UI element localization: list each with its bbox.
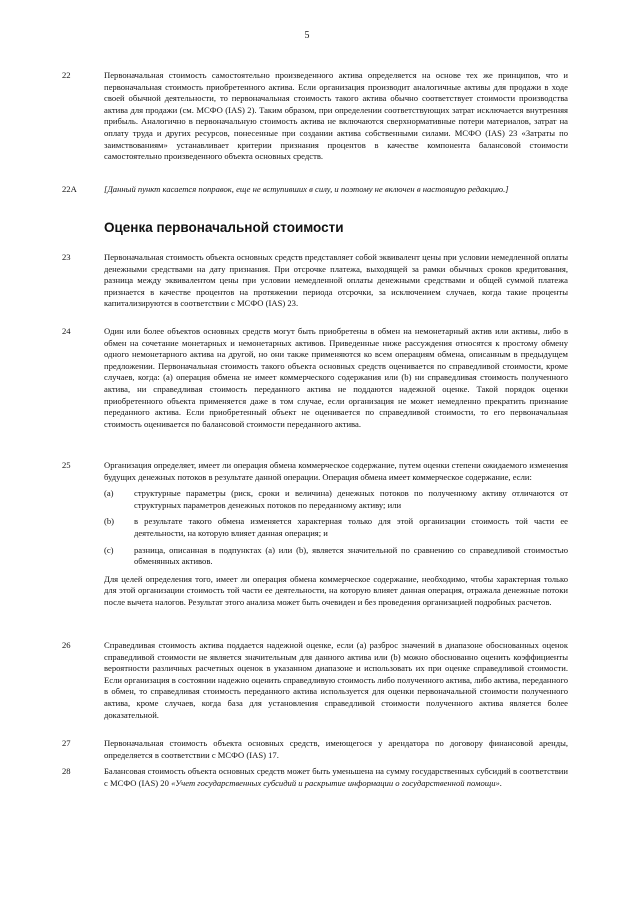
paragraph-text: Первоначальная стоимость объекта основных средств, имеющегося у арендатора по договору финансовой аренды, определяется в соответствии с МСФО (IAS) 17. — [104, 738, 568, 760]
paragraph-26 — [62, 640, 568, 721]
page-number: 5 — [304, 30, 310, 41]
paragraph-27 — [62, 738, 568, 761]
list-item-text: разница, описанная в подпунктах (a) или (b), является значительной по сравнению со справедливой стоимостью обменянных активов. — [134, 544, 568, 567]
paragraph-text: Первоначальная стоимость объекта основных средств представляет собой эквивалент цены при условии немедленной оплаты денежными средствами на дату признания. При отсрочке платежа, выходящей за рамки обычных сроков кредитования, разница между эквивалентом цены при условии немедленной оплаты денежными средствами и общей суммой платежа признается в качестве процентов на протяжении периода отсрочки, за исключением случаев, когда такие проценты капитализируются в соответствии с МСФО (IAS) 23. — [104, 252, 568, 309]
paragraph-text: Справедливая стоимость актива поддается надежной оценке, если (a) разброс значений в диапазоне обоснованных оценок справедливой стоимости не является значительным для данного актива или (b) можно обоснованно оценить коэффициенты вероятности различных расчетных оценок в указанном диапазоне и использовать их при оценке справедливой стоимости. Если организация в состоянии надежно оценить справедливую стоимость либо полученного актива, либо актива, переданного в обмен, то справедливая стоимость переданного актива используется для оценки первоначальной стоимости полученного актива, кроме случаев, когда база для установления справедливой стоимости полученного актива является более доказательной. — [104, 640, 568, 720]
list-item — [104, 488, 568, 511]
paragraph-22 — [62, 70, 568, 163]
paragraph-text: Один или более объектов основных средств могут быть приобретены в обмен на немонетарный актив или активы, либо в обмен на сочетание монетарных и немонетарных активов. Приведенные ниже рассуждения относятся к простому обмену одного немонетарного актива на другой, но они также применяются ко всем операциям обмена, описанным в предыдущем предложении. Первоначальная стоимость такого объекта основных средств оценивается по справедливой стоимости, кроме случаев, когда: (a) операция обмена не имеет коммерческого содержания или (b) ни справедливая стоимость полученного актива, ни справедливая стоимость переданного актива не поддаются надежной оценке. Такой порядок оценки приобретенного объекта применяется даже в том случае, если организация не может немедленно прекратить признание переданного актива. Если приобретенный объект не оценивается по справедливой стоимости, то его первоначальная стоимость оценивается по балансовой стоимости переданного актива. — [104, 326, 568, 429]
list-item — [104, 545, 568, 568]
paragraph-number: 23 — [62, 252, 71, 262]
paragraph-number: 22A — [62, 184, 77, 194]
section-heading: Оценка первоначальной стоимости — [104, 220, 344, 235]
paragraph-number: 26 — [62, 640, 71, 650]
paragraph-25 — [62, 460, 568, 609]
list-item-label: (c) — [104, 544, 114, 555]
paragraph-text: Первоначальная стоимость самостоятельно произведенного актива определяется на основе тех же принципов, что и первоначальная стоимость приобретенного актива. Если организация производит аналогичные активы для продажи в ходе своей обычной деятельности, то первоначальная стоимость такого актива обычно соответствует стоимости производства актива для продажи (см. МСФО (IAS) 2). Таким образом, при определении соответствующих затрат исключается внутренняя прибыль. Аналогично в первоначальную стоимость актива не включаются сверхнормативные потери материалов, затрат на оплату труда и других ресурсов, понесенные при создании актива собственными силами. МСФО (IAS) 23 «Затраты по заимствованиям» устанавливает критерии признания процентов в качестве компонента балансовой стоимости самостоятельно произведенного объекта основных средств. — [104, 70, 568, 162]
paragraph-text: Организация определяет, имеет ли операция обмена коммерческое содержание, путем оценки степени ожидаемого изменения будущих денежных потоков в результате данной операции. Операция обмена имеет коммерческое содержание, если: — [104, 460, 568, 482]
paragraph-text-italic: «Учет государственных субсидий и раскрытие информации о государственной помощи». — [171, 777, 502, 788]
paragraph-number: 24 — [62, 326, 71, 336]
paragraph-text: [Данный пункт касается поправок, еще не вступивших в силу, и поэтому не включен в настоящую редакцию.] — [104, 184, 509, 194]
paragraph-22a — [62, 184, 568, 196]
list-item-text: в результате такого обмена изменяется характерная только для этой организации стоимость той части ее деятельности, на которую влияет данная операция; и — [134, 516, 568, 538]
paragraph-text-plain: Балансовая стоимость объекта основных средств может быть уменьшена на сумму государственных субсидий в соответствии с МСФО (IAS) 20 — [104, 766, 568, 788]
paragraph-28 — [62, 766, 568, 789]
paragraph-text — [104, 766, 568, 789]
paragraph-24 — [62, 326, 568, 430]
list-item-text: структурные параметры (риск, сроки и величина) денежных потоков по полученному активу отличаются от структурных параметров денежных потоков по переданному активу; или — [134, 488, 568, 510]
paragraph-number: 22 — [62, 70, 71, 80]
list-item-label: (a) — [104, 488, 114, 499]
list-item — [104, 516, 568, 539]
list-item-label: (b) — [104, 516, 115, 527]
paragraph-number: 27 — [62, 738, 71, 748]
paragraph-number: 25 — [62, 460, 71, 470]
paragraph-number: 28 — [62, 766, 71, 776]
paragraph-23 — [62, 252, 568, 310]
paragraph-tail: Для целей определения того, имеет ли операция обмена коммерческое содержание, необходимо, чтобы характерная только для этой организации стоимость той части ее деятельности, на которую влияет данная операция, отражала денежные потоки после вычета налогов. Результат этого анализа может быть очевиден и без проведения организацией подробных расчетов. — [104, 573, 568, 607]
